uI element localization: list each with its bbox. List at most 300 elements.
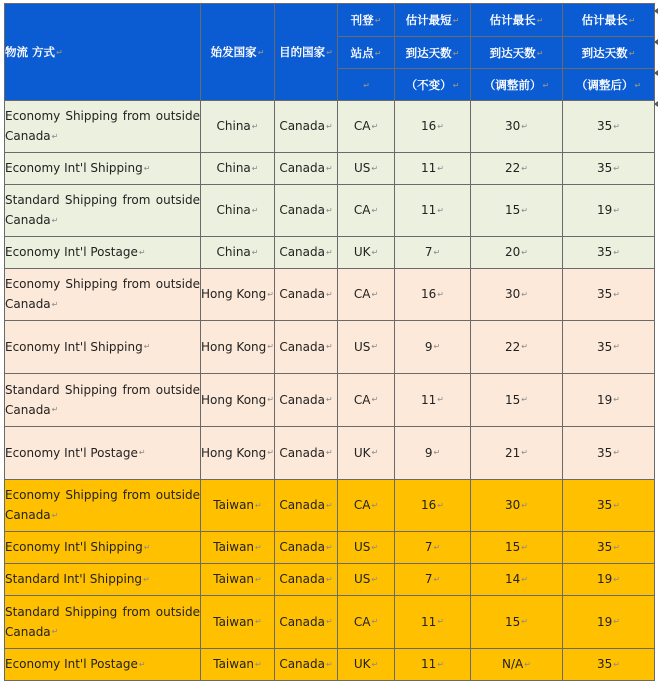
paragraph-mark-icon: ↵ — [138, 247, 146, 257]
paragraph-mark-icon: ↵ — [51, 627, 59, 637]
table-header — [5, 4, 655, 101]
min-days-cell-text: 16 — [421, 498, 437, 513]
site-cell — [338, 596, 395, 649]
paragraph-mark-icon: ↵ — [255, 542, 262, 552]
destination-cell — [275, 101, 338, 153]
paragraph-mark-icon: ↵ — [325, 247, 333, 257]
origin-cell — [201, 101, 275, 153]
method-cell-text: Economy Int'l Shipping — [5, 339, 143, 354]
margin-marker-icon — [654, 8, 658, 14]
method-cell-text: Economy Shipping from outside Canada — [5, 488, 200, 523]
paragraph-mark-icon: ↵ — [521, 247, 528, 257]
origin-cell — [201, 153, 275, 185]
header-method: 物流 方式↵ — [5, 4, 201, 101]
origin-cell-text: Taiwan — [213, 657, 255, 672]
paragraph-mark-icon: ↵ — [521, 289, 528, 299]
paragraph-mark-icon: ↵ — [521, 500, 528, 510]
min-days-cell-text: 11 — [421, 203, 437, 218]
paragraph-mark-icon: ↵ — [613, 395, 620, 405]
header-max-before-line3: （调整前）↵ — [471, 69, 563, 101]
origin-cell — [201, 480, 275, 532]
method-cell-text: Economy Int'l Postage — [5, 657, 138, 672]
max-days-after-cell-text: 35 — [597, 498, 613, 513]
max-days-after-cell-text: 35 — [597, 445, 613, 460]
paragraph-mark-icon: ↵ — [437, 163, 444, 173]
paragraph-mark-icon: ↵ — [143, 574, 150, 584]
paragraph-mark-icon: ↵ — [437, 121, 444, 131]
paragraph-mark-icon: ↵ — [255, 574, 262, 584]
min-days-cell — [395, 185, 471, 237]
min-days-cell — [395, 269, 471, 321]
paragraph-mark-icon: ↵ — [613, 163, 620, 173]
destination-cell-text: Canada — [279, 614, 325, 629]
destination-cell-text: Canada — [279, 161, 325, 176]
site-cell — [338, 564, 395, 596]
max-days-before-cell-text: 22 — [505, 339, 521, 354]
origin-cell — [201, 374, 275, 427]
paragraph-mark-icon: ↵ — [371, 659, 379, 669]
site-cell — [338, 532, 395, 564]
max-days-before-cell — [471, 480, 563, 532]
site-cell-text: US — [353, 339, 371, 354]
max-days-before-cell-text: 30 — [505, 498, 521, 513]
paragraph-mark-icon: ↵ — [267, 448, 274, 458]
margin-marker-icon — [654, 39, 658, 45]
site-cell-text: US — [353, 540, 371, 555]
paragraph-mark-icon: ↵ — [51, 215, 59, 225]
method-cell-text: Standard Shipping from outside Canada — [5, 604, 200, 639]
origin-cell — [201, 564, 275, 596]
max-days-after-cell-text: 19 — [597, 392, 613, 407]
site-cell — [338, 237, 395, 269]
max-days-before-cell — [471, 269, 563, 321]
method-cell — [5, 101, 201, 153]
paragraph-mark-icon: ↵ — [251, 205, 259, 215]
paragraph-mark-icon: ↵ — [143, 342, 151, 352]
min-days-cell-text: 9 — [424, 445, 433, 460]
paragraph-mark-icon: ↵ — [371, 448, 379, 458]
min-days-cell-text: 16 — [421, 119, 437, 134]
table-row — [5, 374, 655, 427]
paragraph-mark-icon: ↵ — [325, 395, 333, 405]
paragraph-mark-icon: ↵ — [325, 163, 333, 173]
max-days-before-cell — [471, 374, 563, 427]
header-min-line3: （不变）↵ — [395, 69, 471, 101]
paragraph-mark-icon: ↵ — [613, 121, 620, 131]
site-cell — [338, 480, 395, 532]
paragraph-mark-icon: ↵ — [521, 448, 528, 458]
max-days-after-cell — [563, 427, 655, 480]
paragraph-mark-icon: ↵ — [325, 121, 333, 131]
max-days-after-cell — [563, 153, 655, 185]
paragraph-mark-icon: ↵ — [325, 342, 333, 352]
table-row — [5, 427, 655, 480]
header-min-line2: 到达天数↵ — [395, 37, 471, 69]
paragraph-mark-icon: ↵ — [437, 289, 444, 299]
destination-cell-text: Canada — [279, 287, 325, 302]
paragraph-mark-icon: ↵ — [251, 247, 259, 257]
method-cell — [5, 427, 201, 480]
method-cell-text: Economy Int'l Shipping — [5, 540, 143, 555]
paragraph-mark-icon: ↵ — [613, 205, 620, 215]
max-days-after-cell-text: 35 — [597, 657, 613, 672]
origin-cell-text: Taiwan — [213, 540, 255, 555]
max-days-after-cell-text: 19 — [597, 572, 613, 587]
paragraph-mark-icon: ↵ — [437, 617, 444, 627]
method-cell — [5, 185, 201, 237]
max-days-before-cell-text: 15 — [505, 203, 521, 218]
max-days-after-cell — [563, 532, 655, 564]
paragraph-mark-icon: ↵ — [433, 342, 441, 352]
destination-cell — [275, 532, 338, 564]
paragraph-mark-icon: ↵ — [325, 542, 333, 552]
max-days-after-cell — [563, 237, 655, 269]
table-row — [5, 269, 655, 321]
table-body — [5, 101, 655, 681]
table-row — [5, 321, 655, 374]
paragraph-mark-icon: ↵ — [267, 289, 274, 299]
destination-cell — [275, 153, 338, 185]
min-days-cell — [395, 427, 471, 480]
destination-cell-text: Canada — [279, 392, 325, 407]
paragraph-mark-icon: ↵ — [521, 121, 528, 131]
paragraph-mark-icon: ↵ — [51, 405, 59, 415]
paragraph-mark-icon: ↵ — [143, 542, 151, 552]
method-cell — [5, 532, 201, 564]
header-max-after-line1: 估计最长↵ — [563, 4, 655, 37]
table-row — [5, 185, 655, 237]
origin-cell — [201, 596, 275, 649]
table-row — [5, 564, 655, 596]
paragraph-mark-icon: ↵ — [371, 247, 379, 257]
max-days-before-cell-text: 15 — [505, 392, 521, 407]
max-days-after-cell — [563, 374, 655, 427]
header-max-after-line2: 到达天数↵ — [563, 37, 655, 69]
paragraph-mark-icon: ↵ — [371, 500, 379, 510]
destination-cell-text: Canada — [279, 540, 325, 555]
header-site-line2: 站点↵ — [338, 37, 395, 69]
destination-cell — [275, 427, 338, 480]
destination-cell — [275, 237, 338, 269]
min-days-cell — [395, 480, 471, 532]
max-days-after-cell — [563, 596, 655, 649]
paragraph-mark-icon: ↵ — [371, 289, 379, 299]
paragraph-mark-icon: ↵ — [613, 617, 620, 627]
table-row — [5, 101, 655, 153]
site-cell-text: US — [353, 572, 371, 587]
paragraph-mark-icon: ↵ — [255, 500, 262, 510]
origin-cell-text: China — [216, 203, 251, 218]
min-days-cell-text: 7 — [424, 572, 433, 587]
destination-cell — [275, 596, 338, 649]
max-days-before-cell — [471, 596, 563, 649]
origin-cell — [201, 427, 275, 480]
table-row — [5, 596, 655, 649]
max-days-after-cell — [563, 101, 655, 153]
max-days-before-cell-text: 22 — [505, 161, 521, 176]
site-cell — [338, 269, 395, 321]
paragraph-mark-icon: ↵ — [371, 395, 379, 405]
site-cell-text: CA — [353, 119, 371, 134]
max-days-after-cell — [563, 269, 655, 321]
method-cell-text: Standard Shipping from outside Canada — [5, 193, 200, 228]
site-cell — [338, 101, 395, 153]
max-days-before-cell-text: 30 — [505, 287, 521, 302]
table-row — [5, 480, 655, 532]
max-days-before-cell — [471, 153, 563, 185]
max-days-after-cell-text: 35 — [597, 540, 613, 555]
method-cell-text: Economy Shipping from outside Canada — [5, 109, 200, 144]
max-days-after-cell-text: 35 — [597, 287, 613, 302]
max-days-after-cell-text: 19 — [597, 203, 613, 218]
min-days-cell-text: 11 — [421, 161, 437, 176]
table-row — [5, 649, 655, 681]
method-cell-text: Economy Shipping from outside Canada — [5, 277, 200, 312]
paragraph-mark-icon: ↵ — [521, 163, 528, 173]
paragraph-mark-icon: ↵ — [267, 395, 274, 405]
method-cell — [5, 321, 201, 374]
method-cell-text: Standard Shipping from outside Canada — [5, 382, 200, 417]
table-row — [5, 153, 655, 185]
paragraph-mark-icon: ↵ — [437, 659, 444, 669]
paragraph-mark-icon: ↵ — [251, 121, 259, 131]
max-days-before-cell — [471, 564, 563, 596]
paragraph-mark-icon: ↵ — [613, 448, 620, 458]
min-days-cell — [395, 321, 471, 374]
destination-cell — [275, 374, 338, 427]
table-row — [5, 532, 655, 564]
destination-cell-text: Canada — [279, 445, 325, 460]
max-days-before-cell-text: 30 — [505, 119, 521, 134]
site-cell-text: UK — [353, 445, 371, 460]
site-cell-text: UK — [353, 245, 371, 260]
max-days-after-cell — [563, 564, 655, 596]
max-days-before-cell-text: 15 — [505, 614, 521, 629]
max-days-after-cell-text: 19 — [597, 614, 613, 629]
paragraph-mark-icon: ↵ — [521, 205, 528, 215]
paragraph-mark-icon: ↵ — [437, 205, 444, 215]
origin-cell — [201, 269, 275, 321]
max-days-after-cell — [563, 185, 655, 237]
site-cell-text: CA — [353, 203, 371, 218]
method-cell — [5, 237, 201, 269]
min-days-cell — [395, 649, 471, 681]
paragraph-mark-icon: ↵ — [371, 617, 379, 627]
paragraph-mark-icon: ↵ — [325, 500, 333, 510]
min-days-cell-text: 11 — [421, 392, 437, 407]
method-cell-text: Standard Int'l Shipping — [5, 572, 143, 587]
method-cell — [5, 596, 201, 649]
site-cell — [338, 321, 395, 374]
destination-cell — [275, 649, 338, 681]
origin-cell-text: Hong Kong — [201, 445, 267, 460]
max-days-before-cell — [471, 237, 563, 269]
method-cell — [5, 269, 201, 321]
paragraph-mark-icon: ↵ — [613, 247, 620, 257]
min-days-cell — [395, 564, 471, 596]
site-cell — [338, 153, 395, 185]
paragraph-mark-icon: ↵ — [613, 659, 620, 669]
paragraph-mark-icon: ↵ — [143, 163, 151, 173]
origin-cell-text: Taiwan — [213, 614, 255, 629]
paragraph-mark-icon: ↵ — [325, 659, 333, 669]
paragraph-mark-icon: ↵ — [433, 247, 441, 257]
max-days-after-cell — [563, 480, 655, 532]
paragraph-mark-icon: ↵ — [613, 289, 620, 299]
site-cell-text: UK — [353, 657, 371, 672]
method-cell-text: Economy Int'l Postage — [5, 245, 138, 260]
paragraph-mark-icon: ↵ — [613, 500, 620, 510]
min-days-cell-text: 11 — [421, 657, 437, 672]
paragraph-mark-icon: ↵ — [521, 617, 528, 627]
min-days-cell — [395, 532, 471, 564]
paragraph-mark-icon: ↵ — [521, 342, 528, 352]
origin-cell — [201, 185, 275, 237]
max-days-after-cell-text: 35 — [597, 245, 613, 260]
max-days-before-cell — [471, 185, 563, 237]
site-cell — [338, 374, 395, 427]
paragraph-mark-icon: ↵ — [51, 131, 59, 141]
min-days-cell-text: 9 — [424, 339, 433, 354]
paragraph-mark-icon: ↵ — [613, 542, 620, 552]
site-cell-text: CA — [353, 498, 371, 513]
header-max-before-line2: 到达天数↵ — [471, 37, 563, 69]
max-days-after-cell-text: 35 — [597, 119, 613, 134]
paragraph-mark-icon: ↵ — [524, 659, 531, 669]
destination-cell — [275, 480, 338, 532]
max-days-after-cell-text: 35 — [597, 339, 613, 354]
paragraph-mark-icon: ↵ — [613, 342, 620, 352]
header-site-line3: ↵ — [338, 69, 395, 101]
origin-cell — [201, 532, 275, 564]
destination-cell-text: Canada — [279, 572, 325, 587]
paragraph-mark-icon: ↵ — [255, 659, 262, 669]
max-days-before-cell-text: 20 — [505, 245, 521, 260]
origin-cell — [201, 321, 275, 374]
min-days-cell — [395, 153, 471, 185]
paragraph-mark-icon: ↵ — [613, 574, 620, 584]
paragraph-mark-icon: ↵ — [138, 659, 146, 669]
origin-cell-text: Hong Kong — [201, 339, 267, 354]
max-days-before-cell-text: 14 — [505, 572, 521, 587]
destination-cell-text: Canada — [279, 339, 325, 354]
paragraph-mark-icon: ↵ — [433, 448, 441, 458]
site-cell-text: CA — [353, 287, 371, 302]
method-cell — [5, 564, 201, 596]
min-days-cell — [395, 596, 471, 649]
max-days-before-cell — [471, 532, 563, 564]
method-cell — [5, 480, 201, 532]
paragraph-mark-icon: ↵ — [437, 395, 444, 405]
destination-cell — [275, 564, 338, 596]
paragraph-mark-icon: ↵ — [437, 500, 444, 510]
destination-cell-text: Canada — [279, 657, 325, 672]
paragraph-mark-icon: ↵ — [267, 342, 274, 352]
header-origin: 始发国家↵ — [201, 4, 275, 101]
paragraph-mark-icon: ↵ — [371, 205, 379, 215]
method-cell — [5, 374, 201, 427]
origin-cell-text: Hong Kong — [201, 287, 267, 302]
max-days-before-cell — [471, 101, 563, 153]
method-cell-text: Economy Int'l Postage — [5, 445, 138, 460]
origin-cell-text: China — [216, 161, 251, 176]
origin-cell — [201, 237, 275, 269]
paragraph-mark-icon: ↵ — [325, 289, 333, 299]
header-min-line1: 估计最短↵ — [395, 4, 471, 37]
site-cell — [338, 185, 395, 237]
paragraph-mark-icon: ↵ — [255, 617, 262, 627]
paragraph-mark-icon: ↵ — [371, 542, 379, 552]
header-max-before-line1: 估计最长↵ — [471, 4, 563, 37]
paragraph-mark-icon: ↵ — [325, 205, 333, 215]
margin-marker-icon — [654, 101, 658, 107]
paragraph-mark-icon: ↵ — [433, 542, 441, 552]
destination-cell-text: Canada — [279, 498, 325, 513]
max-days-after-cell — [563, 649, 655, 681]
paragraph-mark-icon: ↵ — [371, 163, 379, 173]
method-cell-text: Economy Int'l Shipping — [5, 161, 143, 176]
paragraph-mark-icon: ↵ — [433, 574, 441, 584]
max-days-before-cell-text: N/A — [502, 657, 524, 672]
paragraph-mark-icon: ↵ — [371, 121, 379, 131]
shipping-time-table — [4, 3, 655, 681]
origin-cell-text: Hong Kong — [201, 392, 267, 407]
paragraph-mark-icon: ↵ — [371, 574, 379, 584]
max-days-before-cell-text: 15 — [505, 540, 521, 555]
min-days-cell — [395, 237, 471, 269]
max-days-before-cell — [471, 649, 563, 681]
origin-cell-text: Taiwan — [213, 498, 255, 513]
paragraph-mark-icon: ↵ — [521, 395, 528, 405]
max-days-before-cell — [471, 321, 563, 374]
paragraph-mark-icon: ↵ — [521, 574, 528, 584]
paragraph-mark-icon: ↵ — [138, 448, 146, 458]
margin-marker-icon — [654, 70, 658, 76]
paragraph-mark-icon: ↵ — [371, 342, 379, 352]
min-days-cell-text: 16 — [421, 287, 437, 302]
min-days-cell — [395, 374, 471, 427]
max-days-before-cell-text: 21 — [505, 445, 521, 460]
header-site-line1: 刊登↵ — [338, 4, 395, 37]
origin-cell-text: China — [216, 119, 251, 134]
paragraph-mark-icon: ↵ — [325, 448, 333, 458]
method-cell — [5, 649, 201, 681]
paragraph-mark-icon: ↵ — [51, 299, 59, 309]
site-cell — [338, 649, 395, 681]
min-days-cell-text: 11 — [421, 614, 437, 629]
paragraph-mark-icon: ↵ — [251, 163, 259, 173]
min-days-cell-text: 7 — [424, 540, 433, 555]
paragraph-mark-icon: ↵ — [51, 510, 59, 520]
site-cell-text: CA — [353, 614, 371, 629]
max-days-after-cell — [563, 321, 655, 374]
header-max-after-line3: （调整后）↵ — [563, 69, 655, 101]
destination-cell-text: Canada — [279, 245, 325, 260]
paragraph-mark-icon: ↵ — [325, 574, 333, 584]
site-cell-text: CA — [353, 392, 371, 407]
table-row — [5, 237, 655, 269]
origin-cell-text: Taiwan — [213, 572, 255, 587]
min-days-cell — [395, 101, 471, 153]
method-cell — [5, 153, 201, 185]
destination-cell-text: Canada — [279, 119, 325, 134]
paragraph-mark-icon: ↵ — [325, 617, 333, 627]
site-cell — [338, 427, 395, 480]
site-cell-text: US — [353, 161, 371, 176]
origin-cell — [201, 649, 275, 681]
destination-cell — [275, 321, 338, 374]
paragraph-mark-icon: ↵ — [521, 542, 528, 552]
